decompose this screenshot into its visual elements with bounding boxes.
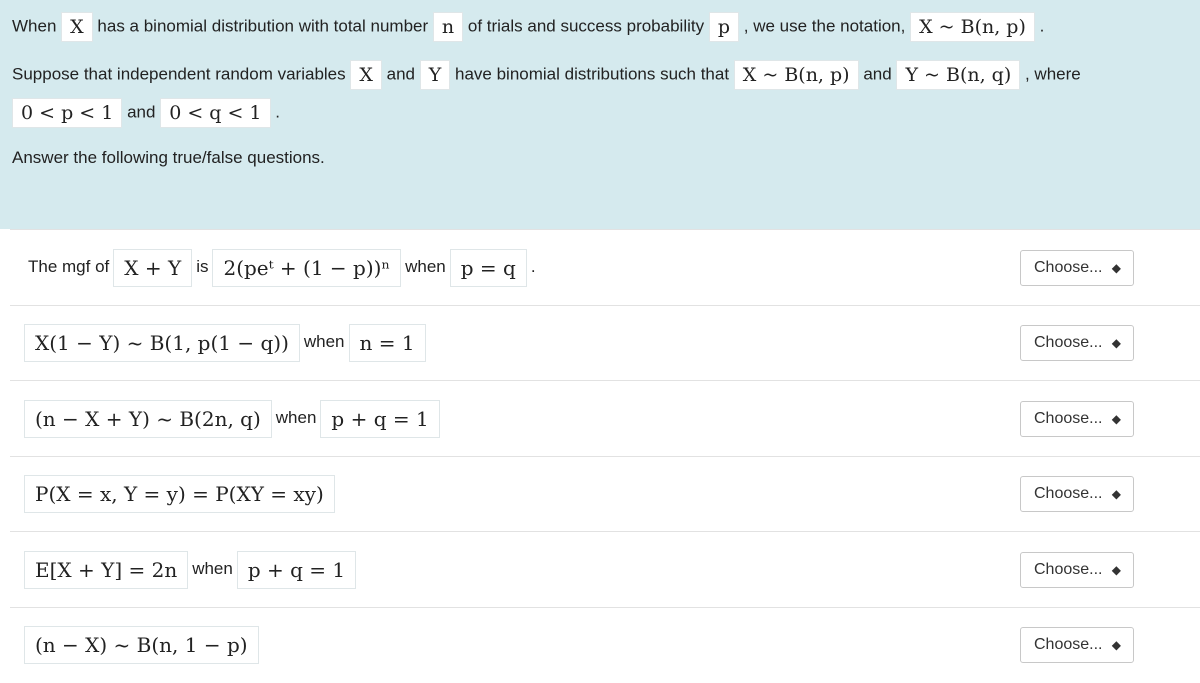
sort-arrows-icon: ◆ xyxy=(1111,487,1121,501)
select-label: Choose... xyxy=(1034,560,1103,578)
math-expression: 2(peᵗ + (1 − p))ⁿ xyxy=(212,249,401,287)
question-row xyxy=(10,531,1200,607)
math-expression: X xyxy=(61,12,93,42)
intro-line-3 xyxy=(12,98,280,128)
question-intro xyxy=(0,0,1200,229)
intro-text: , where xyxy=(1024,64,1081,84)
math-expression: 0 < p < 1 xyxy=(12,98,122,128)
select-label: Choose... xyxy=(1034,334,1103,351)
math-expression: X ~ B(n, p) xyxy=(910,12,1035,42)
select-label: Choose... xyxy=(1034,485,1103,502)
intro-text: of trials and success probability xyxy=(467,16,705,36)
answer-select[interactable] xyxy=(1020,250,1134,286)
question-statement xyxy=(24,324,426,362)
sort-arrows-icon: ◆ xyxy=(1111,411,1121,426)
math-expression: p + q = 1 xyxy=(320,400,439,438)
math-expression: X ~ B(n, p) xyxy=(734,60,859,90)
math-expression: (n − X + Y) ~ B(2n, q) xyxy=(24,400,272,438)
intro-text: and xyxy=(127,102,156,122)
question-statement xyxy=(24,400,440,438)
intro-text: . xyxy=(1039,16,1045,36)
math-expression: X + Y xyxy=(113,249,192,287)
answer-select[interactable] xyxy=(1020,476,1134,512)
question-statement xyxy=(24,249,540,287)
math-expression: n xyxy=(433,12,463,42)
sort-arrows-icon: ◆ xyxy=(1111,260,1121,275)
intro-text: Suppose that independent random variables xyxy=(12,64,346,84)
math-expression: P(X = x, Y = y) = P(XY = xy) xyxy=(24,475,335,513)
question-row xyxy=(10,229,1200,305)
math-expression: X xyxy=(350,60,382,90)
answer-select[interactable] xyxy=(1020,552,1134,588)
statement-text: when xyxy=(405,256,446,276)
answer-select[interactable] xyxy=(1020,401,1134,437)
math-expression: p = q xyxy=(450,249,527,287)
sort-arrows-icon: ◆ xyxy=(1111,562,1121,577)
statement-text: . xyxy=(530,256,536,276)
math-expression: Y ~ B(n, q) xyxy=(896,60,1020,90)
intro-text: and xyxy=(863,64,892,84)
question-statement xyxy=(24,551,356,589)
statement-text: is xyxy=(196,256,209,276)
intro-text: , we use the notation, xyxy=(743,16,906,36)
statement-text: when xyxy=(192,558,233,578)
statement-text: when xyxy=(303,332,345,352)
intro-line-2 xyxy=(12,60,1081,90)
answer-select[interactable] xyxy=(1020,627,1134,663)
answer-select[interactable] xyxy=(1020,325,1134,361)
question-statement xyxy=(24,475,335,513)
sort-arrows-icon: ◆ xyxy=(1111,638,1121,652)
question-row xyxy=(10,305,1200,381)
instructions: Answer the following true/false questions. xyxy=(12,148,325,167)
intro-text: and xyxy=(386,64,415,84)
select-label: Choose... xyxy=(1034,636,1103,653)
math-expression: (n − X) ~ B(n, 1 − p) xyxy=(24,626,259,664)
question-row xyxy=(10,380,1200,456)
math-expression: E[X + Y] = 2n xyxy=(24,551,188,589)
intro-text: has a binomial distribution with total number xyxy=(97,16,429,36)
math-expression: n = 1 xyxy=(349,324,426,362)
intro-text: When xyxy=(12,16,57,36)
sort-arrows-icon: ◆ xyxy=(1111,336,1121,350)
math-expression: Y xyxy=(420,60,451,90)
select-label: Choose... xyxy=(1034,409,1103,427)
intro-line-1 xyxy=(12,12,1044,42)
question-row xyxy=(10,607,1200,683)
math-expression: 0 < q < 1 xyxy=(160,98,270,128)
statement-text: when xyxy=(275,407,317,427)
intro-text: have binomial distributions such that xyxy=(455,64,730,84)
math-expression: X(1 − Y) ~ B(1, p(1 − q)) xyxy=(24,324,300,362)
question-row xyxy=(10,456,1200,532)
math-expression: p + q = 1 xyxy=(237,551,356,589)
math-expression: p xyxy=(709,12,739,42)
intro-text: . xyxy=(275,102,280,122)
select-label: Choose... xyxy=(1034,258,1103,276)
statement-text: The mgf of xyxy=(28,256,110,276)
question-statement xyxy=(24,626,259,664)
